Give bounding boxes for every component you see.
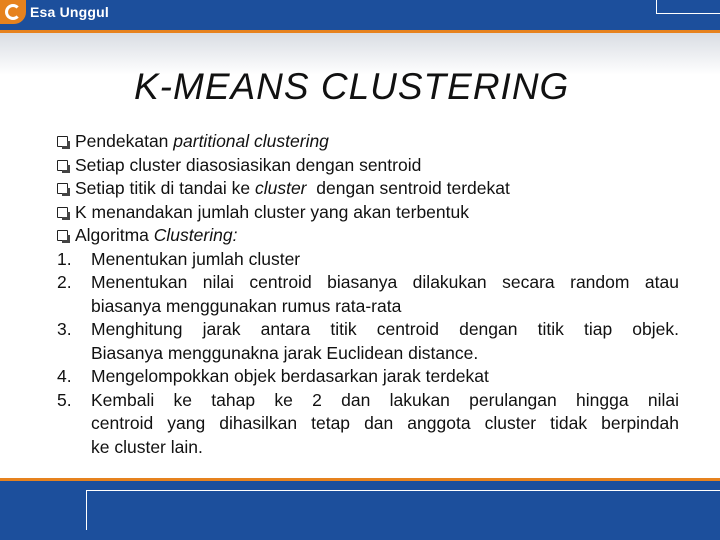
bullet-item — [57, 177, 679, 201]
bullet-item — [57, 130, 679, 154]
esa-unggul-logo-icon — [0, 0, 26, 24]
bullet-text: Pendekatan — [75, 131, 174, 151]
checkbox-square-icon — [57, 230, 68, 241]
step-text: Menentukan jumlah cluster — [91, 248, 301, 269]
top-frame-line — [656, 0, 720, 14]
checkbox-square-icon — [57, 207, 68, 218]
numbered-step — [57, 389, 679, 460]
step-text: Biasanya menggunakna jarak Euclidean distance. — [91, 342, 479, 363]
bullet-item — [57, 201, 679, 225]
top-banner — [0, 0, 720, 30]
slide-title: K-MEANS CLUSTERING — [134, 66, 570, 107]
bullet-text: Setiap titik di tandai ke — [75, 178, 255, 198]
step-number: 2. — [57, 272, 72, 292]
step-text: centroid yang dihasilkan tetap dan anggota cluster tidak berpindah — [91, 413, 679, 433]
bullet-text: Setiap cluster diasosiasikan dengan sentroid — [75, 154, 422, 175]
bullet-italic: partitional clustering — [173, 131, 329, 151]
bullet-item — [57, 224, 679, 248]
numbered-step — [57, 248, 679, 272]
bullet-text: Algoritma — [75, 225, 154, 245]
bullet-italic: cluster — [254, 178, 307, 198]
numbered-step — [57, 318, 679, 365]
numbered-step — [57, 271, 679, 318]
numbered-step — [57, 365, 679, 389]
step-text: biasanya menggunakan rumus rata-rata — [91, 295, 402, 316]
bullet-item — [57, 154, 679, 178]
checkbox-square-icon — [57, 183, 68, 194]
bullet-italic: Clustering: — [153, 225, 238, 245]
bottom-frame-line — [86, 490, 720, 530]
step-number: 4. — [57, 366, 72, 386]
step-text: Menghitung jarak antara titik centroid dengan titik tiap objek. — [91, 319, 679, 339]
step-text: Mengelompokkan objek berdasarkan jarak terdekat — [91, 366, 489, 386]
logo — [0, 0, 109, 24]
step-number: 1. — [57, 248, 72, 269]
checkbox-square-icon — [57, 160, 68, 171]
step-text: Kembali ke tahap ke 2 dan lakukan perulangan hingga nilai — [91, 389, 679, 410]
bullet-text-rest: dengan sentroid terdekat — [306, 178, 510, 198]
checkbox-square-icon — [57, 136, 68, 147]
logo-text: Esa Unggul — [30, 4, 110, 20]
slide-content — [57, 130, 679, 459]
step-number: 3. — [57, 319, 72, 339]
step-text: ke cluster lain. — [91, 436, 203, 457]
step-number: 5. — [57, 389, 72, 410]
step-text: Menentukan nilai centroid biasanya dilakukan secara random atau — [91, 272, 679, 292]
bullet-text: K menandakan jumlah cluster yang akan terbentuk — [75, 201, 469, 222]
